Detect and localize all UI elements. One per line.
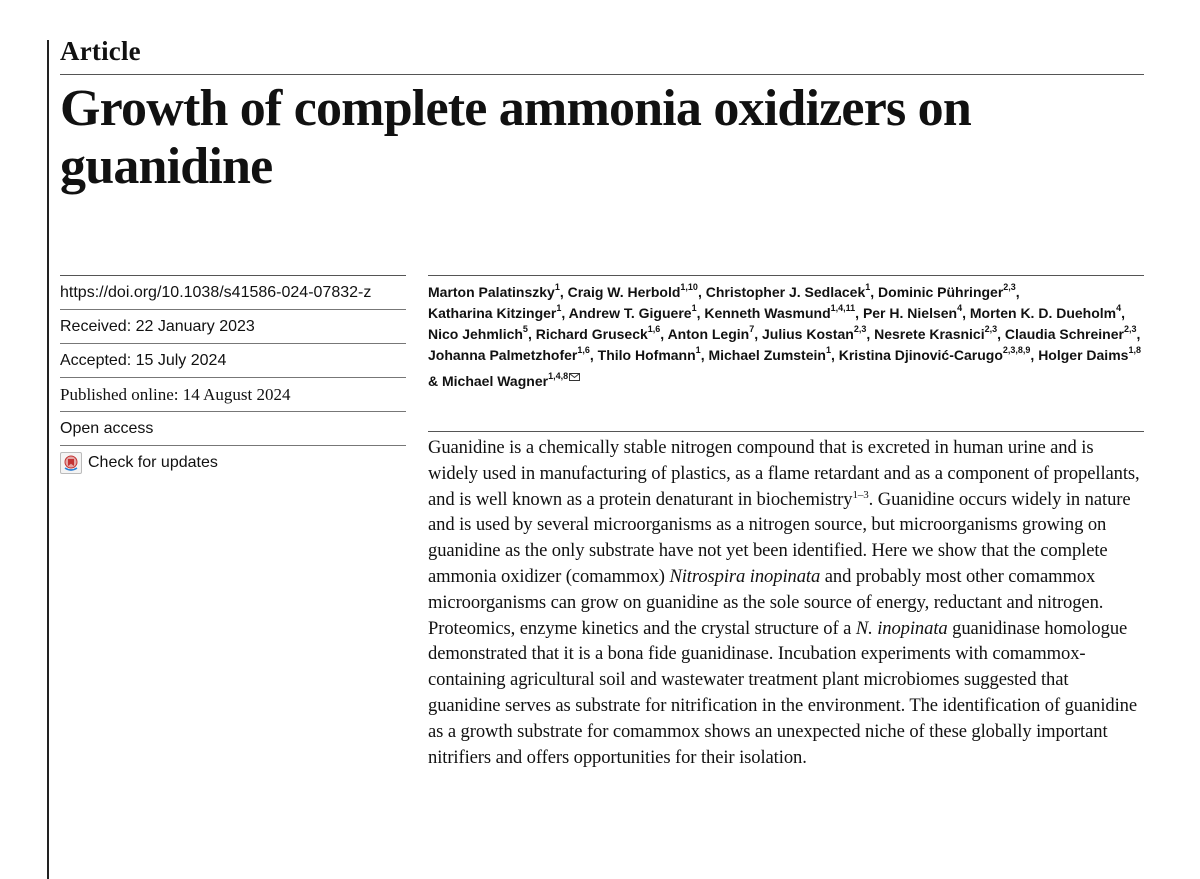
author[interactable] bbox=[568, 284, 698, 300]
author[interactable] bbox=[536, 326, 661, 342]
author-name[interactable]: Christopher J. Sedlacek bbox=[705, 284, 866, 300]
authors-top-divider bbox=[428, 275, 1144, 276]
author[interactable] bbox=[878, 284, 1016, 300]
article-metadata bbox=[60, 276, 406, 479]
author-affiliation: 1 bbox=[695, 345, 701, 356]
author-separator: & bbox=[428, 373, 442, 389]
author-list bbox=[428, 282, 1150, 392]
author-separator: , bbox=[1136, 326, 1141, 342]
author-separator: , bbox=[527, 326, 536, 342]
article-title: Growth of complete ammonia oxidizers on guanidine bbox=[60, 80, 971, 195]
author[interactable] bbox=[442, 373, 580, 389]
author-affiliation: 1,10 bbox=[680, 282, 698, 293]
author-name[interactable]: Michael Zumstein bbox=[708, 347, 826, 363]
author-name[interactable]: Julius Kostan bbox=[762, 326, 854, 342]
author-affiliation: 4 bbox=[957, 303, 963, 314]
author-name[interactable]: Craig W. Herbold bbox=[567, 284, 681, 300]
author-affiliation: 1,8 bbox=[1128, 345, 1141, 356]
author[interactable] bbox=[668, 326, 755, 342]
author-affiliation: 1,4,11 bbox=[830, 303, 856, 314]
author-separator: , bbox=[561, 305, 569, 321]
author[interactable] bbox=[428, 284, 560, 300]
author-affiliation: 5 bbox=[522, 324, 528, 335]
author-name[interactable]: Nico Jehmlich bbox=[428, 326, 523, 342]
author[interactable] bbox=[839, 347, 1031, 363]
species-name: Nitrospira inopinata bbox=[669, 565, 821, 587]
author-separator: , bbox=[997, 326, 1005, 342]
author-name[interactable]: Michael Wagner bbox=[442, 373, 549, 389]
crossmark-icon bbox=[60, 452, 82, 474]
author-separator: , bbox=[962, 305, 970, 321]
species-name: N. inopinata bbox=[855, 617, 948, 639]
abstract-text: and probably most other comammox microorganisms can grow on guanidine as the sole source of energy, reductant and nitrogen. Proteomics, enzyme kinetics and the crystal structure of a bbox=[428, 565, 1104, 639]
author-affiliation: 2,3,8,9 bbox=[1002, 345, 1031, 356]
author-affiliation: 2,3 bbox=[853, 324, 867, 335]
author[interactable] bbox=[970, 305, 1121, 321]
abstract-divider bbox=[428, 431, 1144, 432]
abstract-text: guanidinase homologue demonstrated that it is a bona fide guanidinase. Incubation experiments with comammox-containing agricultural soil and wastewater treatment plant microbiomes suggested that guanidine serves as substrate for nitrification in the environment. The identification of guanidine as a growth substrate for comammox shows an unexpected niche of these globally important nitrifiers and offers opportunities for their isolation. bbox=[428, 617, 1138, 768]
author[interactable] bbox=[428, 347, 590, 363]
author[interactable] bbox=[598, 347, 701, 363]
abstract bbox=[428, 435, 1140, 770]
author-separator: , bbox=[660, 326, 668, 342]
author-name[interactable]: Katharina Kitzinger bbox=[428, 305, 557, 321]
author-name[interactable]: Nesrete Krasnici bbox=[874, 326, 985, 342]
author-affiliation: 1 bbox=[554, 282, 560, 293]
author-separator: , bbox=[700, 347, 709, 363]
author-separator: , bbox=[696, 305, 705, 321]
author-separator: , bbox=[870, 284, 879, 300]
header-divider bbox=[60, 74, 1144, 75]
author-name[interactable]: Thilo Hofmann bbox=[597, 347, 696, 363]
author[interactable] bbox=[706, 284, 871, 300]
doi-row bbox=[60, 276, 406, 310]
article-type-label: Article bbox=[60, 36, 141, 66]
author-separator: , bbox=[1030, 347, 1039, 363]
author-name[interactable]: Per H. Nielsen bbox=[862, 305, 958, 321]
author-affiliation: 1 bbox=[865, 282, 871, 293]
author[interactable] bbox=[428, 305, 561, 321]
author[interactable] bbox=[1038, 347, 1141, 363]
author-name[interactable]: Marton Palatinszky bbox=[428, 284, 555, 300]
author-name[interactable]: Dominic Pühringer bbox=[878, 284, 1004, 300]
author-separator: , bbox=[855, 305, 863, 321]
author[interactable] bbox=[762, 326, 866, 342]
author-affiliation: 1 bbox=[691, 303, 697, 314]
author-affiliation: 2,3 bbox=[984, 324, 998, 335]
author[interactable] bbox=[863, 305, 962, 321]
author[interactable] bbox=[428, 326, 528, 342]
reference-citation[interactable]: 1–3 bbox=[852, 488, 869, 501]
author-affiliation: 1,4,8 bbox=[548, 371, 569, 382]
author-name[interactable]: Kristina Djinović-Carugo bbox=[838, 347, 1003, 363]
author-separator: , bbox=[866, 326, 875, 342]
author[interactable] bbox=[704, 305, 855, 321]
doi-link[interactable]: https://doi.org/10.1038/s41586-024-07832-z bbox=[60, 283, 372, 301]
open-access-label: Open access bbox=[60, 412, 406, 446]
check-for-updates-label: Check for updates bbox=[88, 453, 218, 471]
author-affiliation: 4 bbox=[1116, 303, 1122, 314]
author-name[interactable]: Andrew T. Giguere bbox=[568, 305, 692, 321]
author-affiliation: 2,3 bbox=[1003, 282, 1016, 293]
author-separator: , bbox=[589, 347, 598, 363]
author-separator: , bbox=[754, 326, 763, 342]
abstract-text: . Guanidine occurs widely in nature and is used by several microorganisms as a nitrogen source, but microorganisms growing on guanidine as the only substrate have not yet been identified. Here we show that the complete ammonia oxidizer (comammox) bbox=[428, 488, 1131, 587]
author-name[interactable]: Anton Legin bbox=[667, 326, 750, 342]
author[interactable] bbox=[1005, 326, 1137, 342]
author-separator: , bbox=[1121, 305, 1126, 321]
left-margin-rule bbox=[47, 40, 49, 879]
author-affiliation: 1 bbox=[556, 303, 562, 314]
abstract-text: Guanidine is a chemically stable nitrogen compound that is excreted in human urine and is widely used in manufacturing of plastics, as a flame retardant and as a component of propellants, and is well known as a protein denaturant in biochemistry bbox=[428, 437, 1140, 510]
published-date: Published online: 14 August 2024 bbox=[60, 378, 406, 412]
author-separator: , bbox=[559, 284, 568, 300]
mail-icon[interactable] bbox=[569, 366, 580, 387]
accepted-date: Accepted: 15 July 2024 bbox=[60, 344, 406, 378]
author-name[interactable]: Morten K. D. Dueholm bbox=[969, 305, 1117, 321]
author-separator: , bbox=[1015, 284, 1020, 300]
author-separator: , bbox=[697, 284, 706, 300]
author-affiliation: 1 bbox=[825, 345, 831, 356]
author-separator: , bbox=[830, 347, 839, 363]
check-for-updates-button[interactable] bbox=[60, 452, 218, 474]
check-updates-row bbox=[60, 446, 406, 479]
author-affiliation: 2,3 bbox=[1123, 324, 1137, 335]
author-name[interactable]: Claudia Schreiner bbox=[1004, 326, 1124, 342]
author-affiliation: 7 bbox=[749, 324, 755, 335]
author-affiliation: 1,6 bbox=[577, 345, 590, 356]
received-date: Received: 22 January 2023 bbox=[60, 310, 406, 344]
author-name[interactable]: Richard Gruseck bbox=[535, 326, 648, 342]
author[interactable] bbox=[874, 326, 997, 342]
author-name[interactable]: Holger Daims bbox=[1038, 347, 1129, 363]
author[interactable] bbox=[569, 305, 697, 321]
author-affiliation: 1,6 bbox=[647, 324, 661, 335]
author-name[interactable]: Kenneth Wasmund bbox=[704, 305, 831, 321]
author-name[interactable]: Johanna Palmetzhofer bbox=[428, 347, 578, 363]
author[interactable] bbox=[708, 347, 830, 363]
